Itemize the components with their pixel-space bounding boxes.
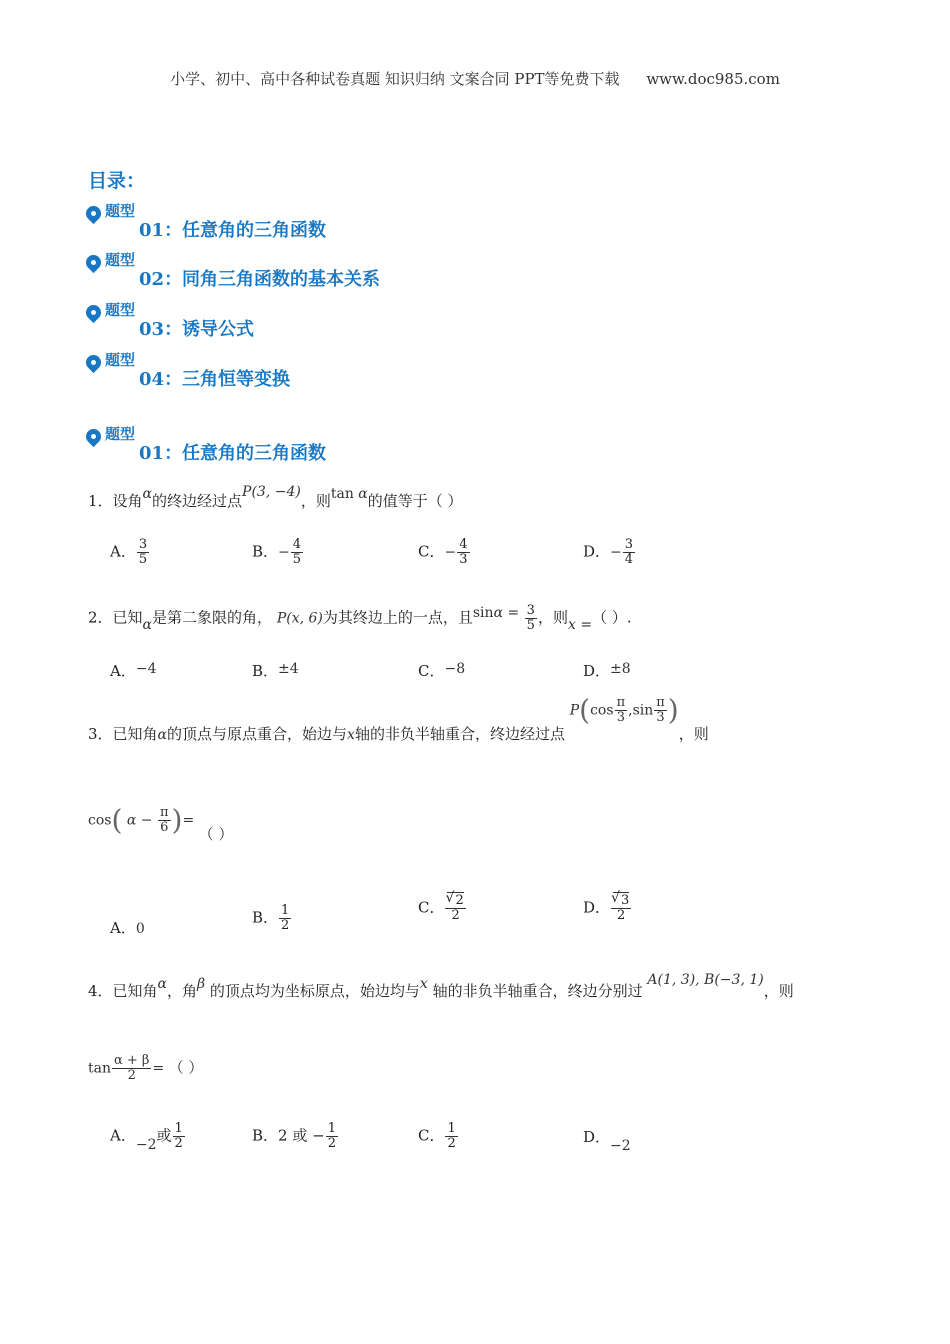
location-pin-icon — [83, 203, 104, 224]
q3-option-a[interactable]: A．0 — [110, 919, 145, 937]
question-4: 4．已知角α，角β 的顶点均为坐标原点，始边均与x 轴的非负半轴重合，终边分别过 A(1, 3), B(−3, 1)，则 — [88, 972, 794, 1000]
tag-label: 题型 — [105, 425, 136, 443]
q1-option-b[interactable]: B．− $\frac{4}{5}$ — [252, 537, 302, 567]
q2-option-d[interactable]: D．±8 — [583, 661, 631, 680]
location-pin-icon — [83, 252, 104, 273]
tag-label: 题型 — [105, 301, 136, 319]
location-pin-icon — [83, 426, 104, 447]
toc-item-text: 01：任意角的三角函数 — [139, 220, 327, 241]
toc-item-text: 03：诱导公式 — [139, 319, 255, 340]
question-2: 2．已知α是第二象限的角， P(x, 6)为其终边上的一点，且sinα = $\frac{3}{5}$ ，则x =（ ）. — [88, 603, 632, 633]
question-1: 1．设角α的终边经过点P(3, −4)，则tan α的值等于（ ） — [88, 484, 463, 510]
header-text: 小学、初中、高中各种试卷真题 知识归纳 文案合同 PPT等免费下载 — [170, 70, 620, 88]
toc-item-text: 04：三角恒等变换 — [139, 369, 291, 390]
q1-option-c[interactable]: C．− $\frac{4}{3}$ — [418, 537, 468, 567]
toc-item-text: 02：同角三角函数的基本关系 — [139, 269, 381, 290]
q3-expression: cos( α − $\frac{\pi}{6}$ )= （ ） — [88, 803, 234, 843]
q3-option-c[interactable]: C． √ $\frac{2}{2}$ — [418, 894, 467, 923]
location-pin-icon — [83, 302, 104, 323]
q3-option-d[interactable]: D． √ $\frac{3}{2}$ — [583, 894, 632, 923]
q2-option-b[interactable]: B．±4 — [252, 661, 299, 680]
q2-option-c[interactable]: C．−8 — [418, 661, 466, 680]
q1-option-d[interactable]: D．− $\frac{3}{4}$ — [583, 537, 634, 567]
q2-option-a[interactable]: A．−4 — [110, 661, 157, 680]
tag-label: 题型 — [105, 351, 136, 369]
location-pin-icon — [83, 352, 104, 373]
q4-option-c[interactable]: C． $\frac{1}{2}$ — [418, 1121, 456, 1151]
toc-title: 目录： — [88, 170, 146, 192]
section-heading-text: 01：任意角的三角函数 — [139, 443, 327, 464]
q1-option-a[interactable]: A． $\frac{3}{5}$ — [110, 537, 148, 567]
q4-option-a[interactable]: A．−2或 $\frac{1}{2}$ — [110, 1121, 183, 1153]
tag-label: 题型 — [105, 251, 136, 269]
question-3: 3．已知角α的顶点与原点重合，始边与x轴的非负半轴重合，终边经过点 P(cos $\frac{\pi}{3}$ ,sin $\frac{\pi}{3}$ )，则 — [88, 693, 709, 743]
page-header — [0, 68, 950, 89]
q4-option-b[interactable]: B．2 或 − $\frac{1}{2}$ — [252, 1121, 336, 1151]
q4-option-d[interactable]: D．−2 — [583, 1128, 631, 1154]
q3-option-b[interactable]: B． $\frac{1}{2}$ — [252, 903, 290, 933]
header-url[interactable]: www.doc985.com — [646, 70, 780, 88]
q4-expression: tan $\frac{\alpha + \beta}{2}$ = （ ） — [88, 1053, 204, 1083]
tag-label: 题型 — [105, 202, 136, 220]
